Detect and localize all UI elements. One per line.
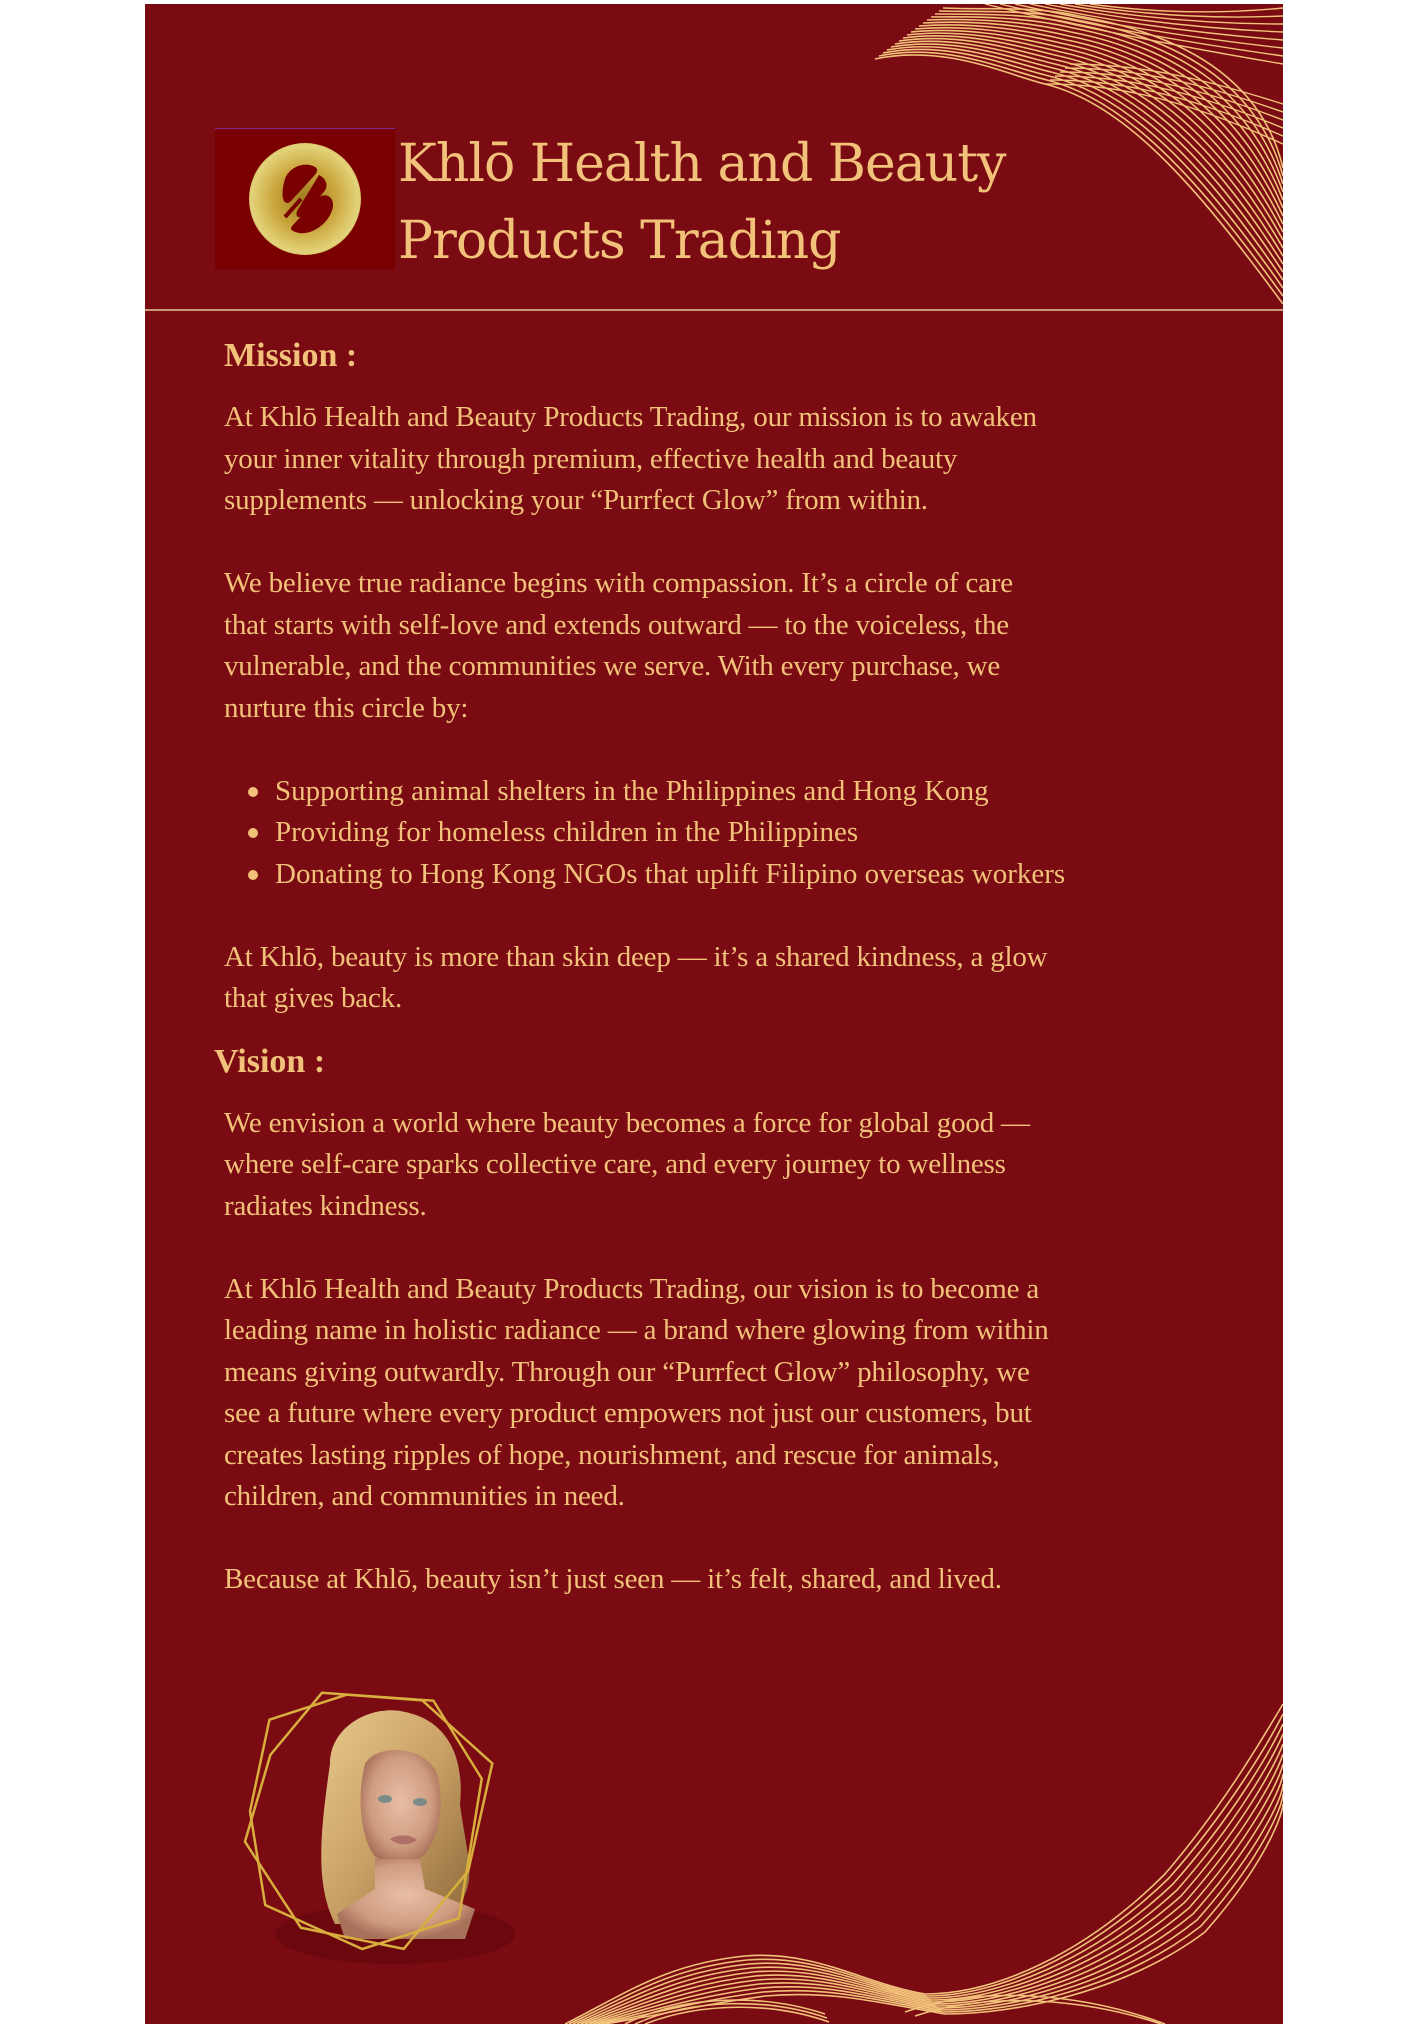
text-line: means giving outwardly. Through our “Purrfect Glow” philosophy, we: [224, 1355, 1030, 1388]
mission-bullet-list: [224, 771, 1234, 896]
vision-heading: Vision :: [214, 1042, 326, 1080]
header-divider: [145, 309, 1283, 311]
text-line: Because at Khlō, beauty isn’t just seen — it’s felt, shared, and lived.: [224, 1563, 1002, 1595]
text-line: At Khlō, beauty is more than skin deep — it’s a shared kindness, a glow: [224, 940, 1048, 973]
text-line: leading name in holistic radiance — a brand where glowing from within: [224, 1314, 1049, 1346]
text-line: creates lasting ripples of hope, nourishment, and rescue for animals,: [224, 1438, 1000, 1471]
text-line: your inner vitality through premium, effective health and beauty: [224, 442, 958, 475]
khlo-logo-icon: [247, 139, 363, 259]
bottom-wave-decoration: [565, 1694, 1283, 2024]
mission-paragraph-2: [224, 563, 1234, 729]
text-line: At Khlō Health and Beauty Products Trading, our mission is to awaken: [224, 401, 1037, 433]
bullet-item: Donating to Hong Kong NGOs that uplift Filipino overseas workers: [224, 854, 1234, 896]
text-line: children, and communities in need.: [224, 1480, 625, 1512]
bullet-item: Providing for homeless children in the Philippines: [224, 812, 1234, 854]
text-line: where self-care sparks collective care, and every journey to wellness: [224, 1148, 1006, 1180]
bullet-item: Supporting animal shelters in the Philippines and Hong Kong: [224, 771, 1234, 813]
text-line: see a future where every product empowers not just our customers, but: [224, 1397, 1032, 1429]
mission-paragraph-1: [224, 397, 1234, 522]
document-page: [145, 4, 1283, 2024]
text-line: that gives back.: [224, 982, 402, 1014]
main-content: [214, 334, 1234, 1601]
mission-paragraph-3: [224, 937, 1234, 1020]
text-line: supplements — unlocking your “Purrfect Glow” from within.: [224, 484, 928, 516]
vision-closing: [224, 1559, 1234, 1601]
text-line: that starts with self-love and extends outward — to the voiceless, the: [224, 608, 1009, 641]
text-line: vulnerable, and the communities we serve. With every purchase, we: [224, 650, 1001, 682]
text-line: At Khlō Health and Beauty Products Trading, our vision is to become a: [224, 1272, 1040, 1305]
portrait-image: [225, 1684, 545, 1994]
text-line: We believe true radiance begins with compassion. It’s a circle of care: [224, 567, 1013, 599]
title-line-2: Products Trading: [398, 211, 841, 271]
title-line-1: Khlō Health and Beauty: [398, 134, 1006, 194]
text-line: nurture this circle by:: [224, 691, 469, 724]
text-line: We envision a world where beauty becomes a force for global good —: [224, 1106, 1030, 1139]
company-title: [398, 126, 1006, 280]
vision-paragraph-1: [224, 1103, 1234, 1228]
company-logo: [215, 128, 395, 269]
mission-heading: Mission :: [224, 337, 358, 374]
vision-paragraph-2: [224, 1269, 1234, 1518]
text-line: radiates kindness.: [224, 1189, 427, 1222]
